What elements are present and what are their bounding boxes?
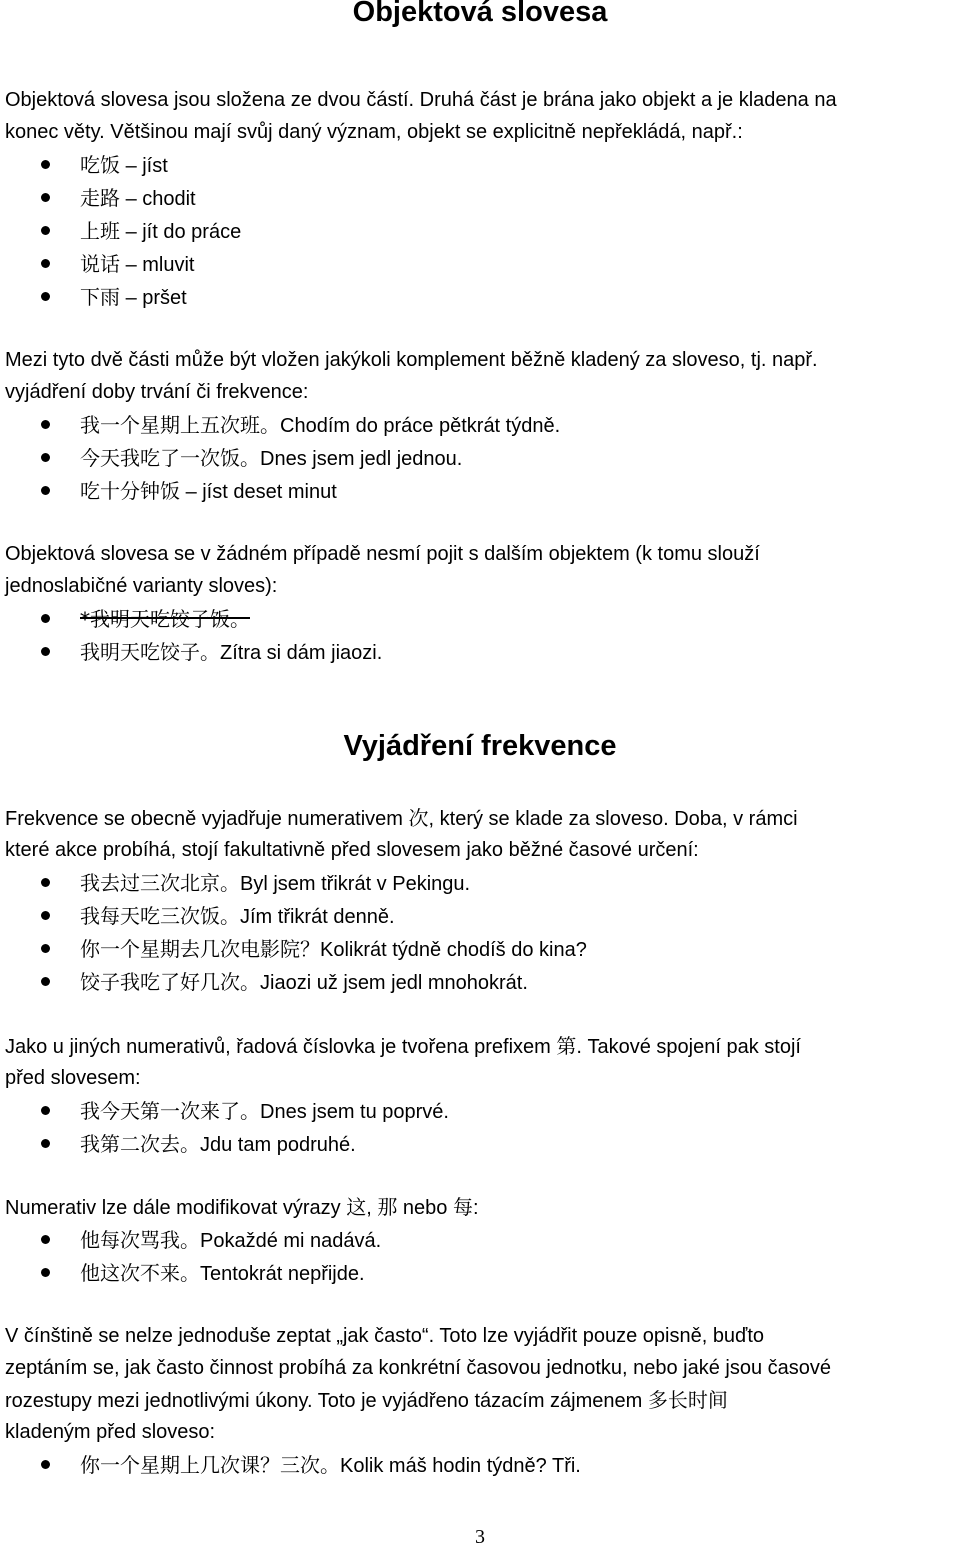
list-item: 饺子我吃了好几次。Jiaozi už jsem jedl mnohokrát. [80,970,528,994]
list-item: 走路 – chodit [80,186,196,210]
bullet-icon [41,420,50,429]
bullet-icon [41,977,50,986]
bullet-icon [41,1268,50,1277]
bullet-icon [41,1139,50,1148]
list-item: 说话 – mluvit [80,252,195,276]
question-line-2: zeptáním se, jak často činnost probíhá za konkrétní časovou jednotku, nebo jaké jsou časové [5,1357,832,1379]
no-object-line-1: Objektová slovesa se v žádném případě nesmí pojit s dalším objektem (k tomu slouží [5,543,760,565]
question-line-1: V čínštině se nelze jednoduše zeptat „jak často“. Toto lze vyjádřit pouze opisně, buďto [5,1325,765,1347]
bullet-icon [41,944,50,953]
bullet-icon [41,453,50,462]
ordinal-line-1: Jako u jiných numerativů, řadová číslovka je tvořena prefixem 第. Takové spojení pak stojí [5,1034,801,1058]
list-item: 今天我吃了一次饭。Dnes jsem jedl jednou. [80,446,463,470]
bullet-icon [41,226,50,235]
bullet-icon [41,911,50,920]
bullet-icon [41,259,50,268]
page-title: Objektová slovesa [352,0,608,28]
list-item: 我今天第一次来了。Dnes jsem tu poprvé. [80,1099,449,1123]
modif-line: Numerativ lze dále modifikovat výrazy 这, 那 nebo 每: [5,1195,479,1219]
bullet-icon [41,1106,50,1115]
list-item: 他每次骂我。Pokaždé mi nadává. [80,1228,382,1252]
no-object-line-2: jednoslabičné varianty sloves): [5,575,278,597]
list-item: 我去过三次北京。Byl jsem třikrát v Pekingu. [80,871,471,895]
ordinal-line-2: před slovesem: [5,1067,141,1089]
list-item: 你一个星期去几次电影院？Kolikrát týdně chodíš do kina? [80,937,587,961]
list-item: 我一个星期上五次班。Chodím do práce pětkrát týdně. [80,413,561,437]
freq-line-2: které akce probíhá, stojí fakultativně před slovesem jako běžné časové určení: [5,839,699,861]
complement-line-2: vyjádření doby trvání či frekvence: [5,381,309,403]
page-number: 3 [475,1526,485,1548]
question-line-3: rozestupy mezi jednotlivými úkony. Toto je vyjádřeno tázacím zájmenem 多长时间 [5,1388,728,1412]
list-item: 我明天吃饺子。Zítra si dám jiaozi. [80,640,383,664]
list-item: 我每天吃三次饭。Jím třikrát denně. [80,904,395,928]
bullet-icon [41,878,50,887]
list-item: 你一个星期上几次课？三次。Kolik máš hodin týdně? Tři. [80,1453,581,1477]
list-item-incorrect: *我明天吃饺子饭。 [80,607,250,631]
question-line-4: kladeným před sloveso: [5,1421,216,1443]
bullet-icon [41,1460,50,1469]
intro-line-2: konec věty. Většinou mají svůj daný význam, objekt se explicitně nepřekládá, např.: [5,121,743,143]
freq-line-1: Frekvence se obecně vyjadřuje numerativem 次, který se klade za sloveso. Doba, v rámci [5,806,798,830]
list-item: 下雨 – pršet [80,285,187,309]
bullet-icon [41,292,50,301]
bullet-icon [41,486,50,495]
bullet-icon [41,614,50,623]
complement-line-1: Mezi tyto dvě části může být vložen jakýkoli komplement běžně kladený za sloveso, tj. např. [5,349,818,371]
list-item: 他这次不来。Tentokrát nepřijde. [80,1261,365,1285]
bullet-icon [41,160,50,169]
list-item: 我第二次去。Jdu tam podruhé. [80,1132,356,1156]
list-item: 上班 – jít do práce [80,219,242,243]
section-heading: Vyjádření frekvence [343,730,617,762]
list-item: 吃十分钟饭 – jíst deset minut [80,479,337,503]
bullet-icon [41,1235,50,1244]
bullet-icon [41,193,50,202]
bullet-icon [41,647,50,656]
list-item: 吃饭 – jíst [80,153,168,177]
intro-line-1: Objektová slovesa jsou složena ze dvou částí. Druhá část je brána jako objekt a je kladena na [5,89,837,111]
